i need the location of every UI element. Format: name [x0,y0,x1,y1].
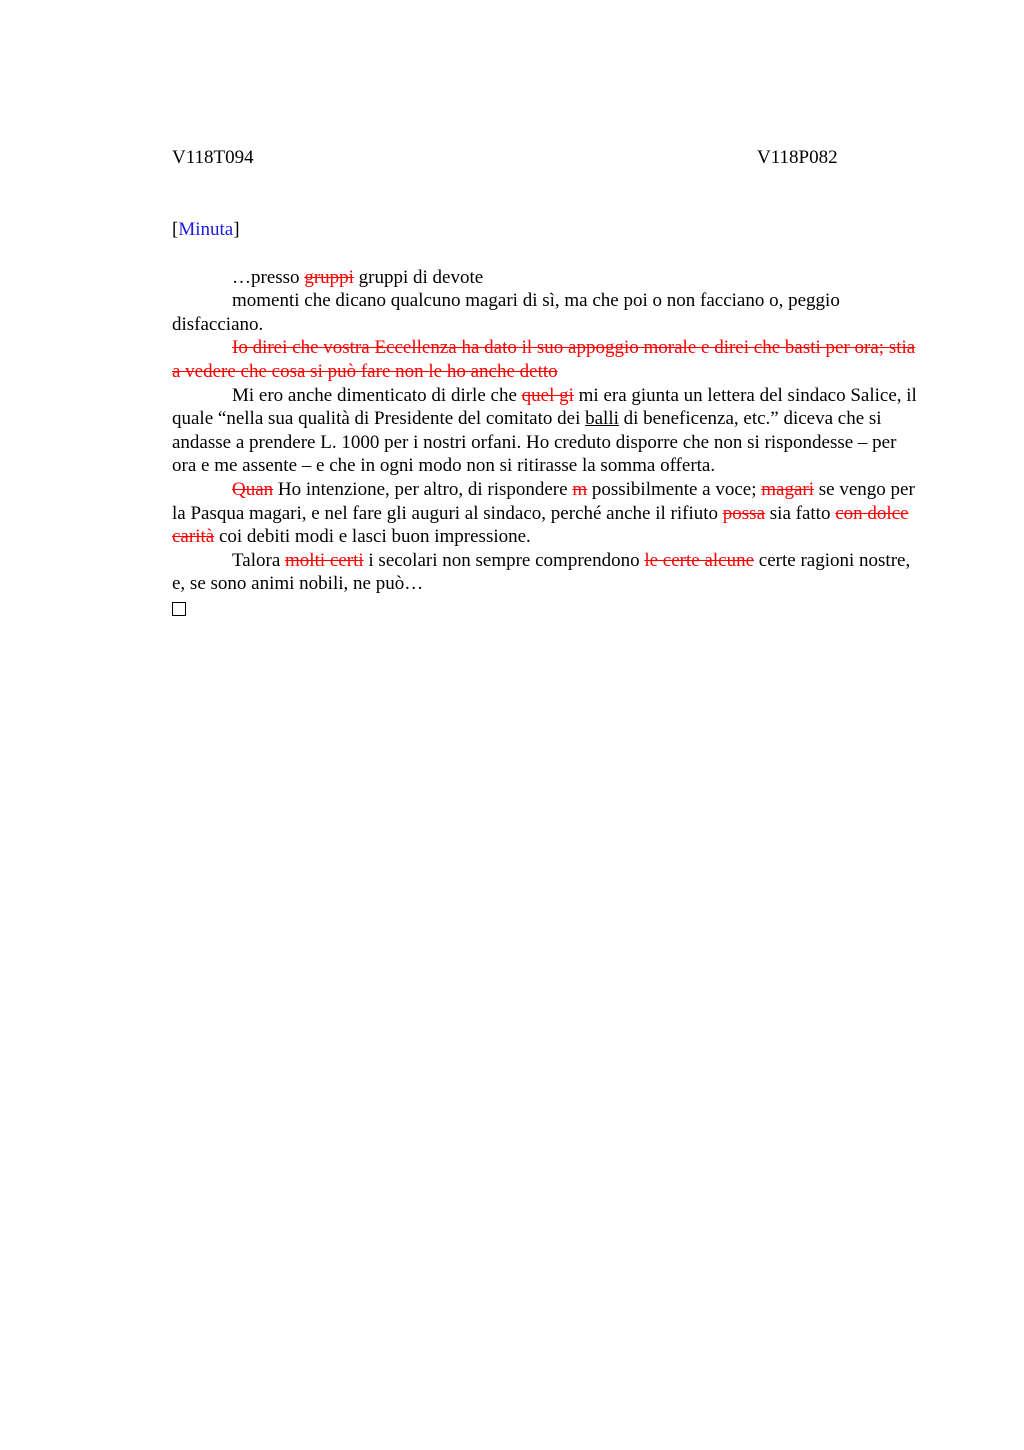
text-run: i secolari non sempre comprendono [363,549,645,571]
end-marker [172,596,924,623]
deleted-text: m [572,478,588,500]
text-run: Ho intenzione, per altro, di rispondere [273,478,573,500]
section-label-text: Minuta [178,219,234,240]
text-run: …presso [232,266,305,288]
paragraph-3-deleted [172,336,924,383]
paragraph-2 [172,289,924,336]
deleted-text: possa [722,502,766,524]
text-run: di beneficenza, etc.” diceva che si andasse a prendere L. 1000 per i nostri orfani. Ho creduto disporre che non si rispondesse – per ora e me assente – e che in ogni modo non si ritirasse la somma offerta. [172,408,897,477]
empty-square-icon [172,602,186,616]
text-run: mi era giunta un lettera del sindaco Salice, il quale “nella sua qualità di Presidente del comitato dei [172,384,917,430]
text-run: gruppi di devote [353,266,484,288]
text-run: possibilmente a voce; [587,478,762,500]
paragraph-5 [172,478,924,549]
section-open-bracket: [ [172,219,179,240]
text-run: se vengo per la Pasqua magari, e nel fare gli auguri al sindaco, perché anche il rifiuto [172,478,915,524]
document-code-right: V118P082 [757,147,838,168]
deleted-text: con dolce carità [172,502,909,548]
section-label [172,218,924,242]
deleted-text: magari [761,478,815,500]
section-close-bracket: ] [233,219,240,240]
deleted-text: Io direi che vostra Eccellenza ha dato il suo appoggio morale e direi che basti per ora; stia a vedere che cosa si può fare non le ho anche detto [172,337,916,382]
text-run: Talora [232,549,286,571]
page-header [172,146,924,170]
deleted-text: quel gi [521,384,574,406]
document-body [172,266,924,623]
text-run: certe ragioni nostre, e, se sono animi nobili, ne può… [172,549,911,595]
paragraph-4 [172,384,924,478]
text-run: Mi ero anche dimenticato di dirle che [232,384,522,406]
deleted-text: gruppi [304,266,354,288]
deleted-text: le certe alcune [644,549,755,571]
paragraph-6 [172,549,924,596]
deleted-text: molti certi [285,549,364,571]
text-run: momenti che dicano qualcuno magari di sì, ma che poi o non facciano o, peggio disfacciano. [172,290,840,335]
underlined-text: balli [585,408,619,430]
paragraph-1 [172,266,924,290]
document-code-left: V118T094 [172,147,254,168]
text-run: sia fatto [765,502,836,524]
document-page [172,146,924,623]
text-run: coi debiti modi e lasci buon impressione. [214,526,531,548]
deleted-text: Quan [232,478,274,500]
